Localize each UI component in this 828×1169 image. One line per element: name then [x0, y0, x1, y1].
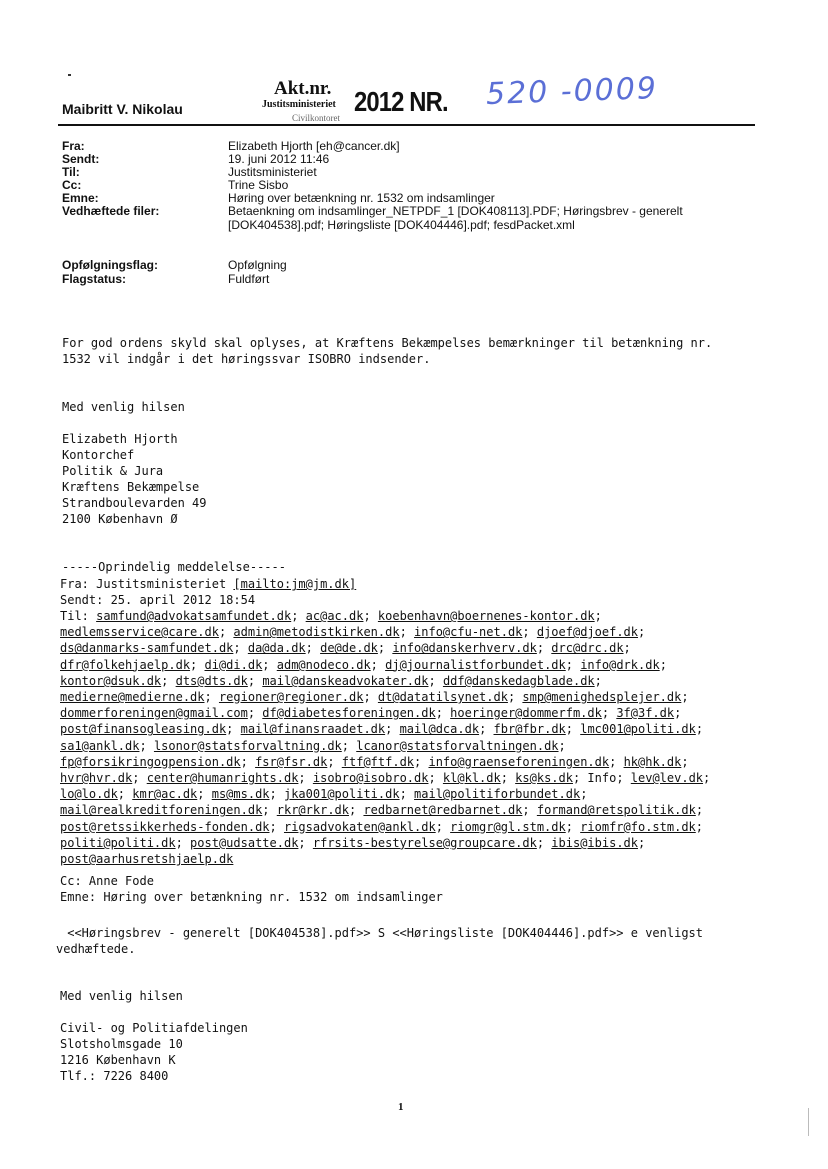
- separator: ;: [132, 771, 147, 785]
- meta-key: Flagstatus:: [62, 272, 127, 286]
- signature-line: Kræftens Bekæmpelse: [62, 480, 200, 494]
- recipient-email[interactable]: kl@kl.dk: [442, 771, 501, 785]
- recipient-line: [60, 624, 645, 640]
- recipient-line: [60, 608, 602, 624]
- separator: ;: [500, 771, 516, 785]
- separator: ;: [594, 609, 602, 623]
- recipient-email[interactable]: hk@hk.dk: [623, 754, 682, 769]
- separator: ;: [536, 835, 552, 850]
- meta-key: Emne:: [62, 191, 99, 205]
- separator: ;: [638, 835, 646, 850]
- intro-line-1: For god ordens skyld skal oplyses, at Kræftens Bekæmpelses bemærkninger til betænkning nr.: [62, 336, 713, 350]
- separator: ;: [399, 625, 415, 640]
- recipient-line: [60, 851, 233, 867]
- separator: ;: [695, 819, 704, 834]
- separator: ;: [377, 641, 393, 656]
- separator: ;: [226, 722, 241, 737]
- recipient-email[interactable]: samfund@advokatsamfundet.dk: [96, 609, 292, 623]
- meta-value: Justitsministeriet: [228, 165, 317, 179]
- separator: ;: [363, 609, 378, 623]
- signature-line: Politik & Jura: [62, 464, 164, 478]
- separator: ;: [479, 722, 494, 737]
- recipient-line: [60, 786, 587, 802]
- recipient-email[interactable]: formand@retspolitik.dk: [536, 803, 696, 818]
- sender-name: Maibritt V. Nikolau: [62, 101, 183, 117]
- scan-speck: [68, 74, 71, 76]
- recipient-line: [60, 721, 703, 737]
- separator: ;: [349, 803, 364, 818]
- recipient-email[interactable]: info@cfu-net.dk: [414, 625, 523, 640]
- separator: ;: [601, 706, 617, 721]
- recipient-email[interactable]: lcanor@statsforvaltningen.dk: [356, 738, 559, 753]
- recipient-line: [60, 819, 703, 835]
- recipient-email[interactable]: ftf@ftf.dk: [341, 754, 415, 769]
- recipient-email[interactable]: ds@danmarks-samfundet.dk: [60, 641, 234, 656]
- meta-value: 19. juni 2012 11:46: [228, 152, 330, 166]
- separator: ;: [594, 673, 602, 688]
- separator: ;: [536, 641, 552, 656]
- recipient-email[interactable]: ac@ac.dk: [305, 609, 364, 623]
- recipient-email[interactable]: lsonor@statsforvaltning.dk: [153, 738, 342, 753]
- meta-key: Til:: [62, 165, 80, 179]
- recipient-line: [60, 689, 689, 705]
- separator: ;: [190, 657, 205, 672]
- separator: ;: [565, 722, 581, 737]
- separator: ;: [269, 787, 284, 802]
- recipient-email[interactable]: post@retssikkerheds-fonden.dk: [60, 819, 270, 834]
- separator: ;: [565, 819, 581, 834]
- recipient-email[interactable]: post@finansogleasing.dk: [60, 722, 227, 737]
- recipient-email[interactable]: sa1@ankl.dk: [60, 738, 140, 753]
- recipient-email[interactable]: info@graenseforeningen.dk: [428, 754, 610, 769]
- recipient-email[interactable]: fbr@fbr.dk: [493, 722, 566, 737]
- separator: ;: [305, 641, 321, 656]
- separator: ;: [414, 754, 429, 769]
- separator: ;: [139, 738, 154, 753]
- separator: ;: [341, 738, 357, 753]
- recipient-email[interactable]: df@diabetesforeningen.dk: [262, 706, 436, 721]
- recipient-email[interactable]: politi@politi.dk: [60, 835, 176, 850]
- recipient-email[interactable]: admin@metodistkirken.dk: [233, 625, 400, 640]
- recipient-email[interactable]: mail@danskeadvokater.dk: [262, 673, 429, 688]
- separator: ;: [609, 754, 624, 769]
- separator: ;: [240, 754, 256, 769]
- recipient-email[interactable]: ms@ms.dk: [211, 787, 270, 802]
- recipient-email[interactable]: post@udsatte.dk: [190, 835, 299, 850]
- akt-ministry: Justitsministeriet: [262, 99, 336, 110]
- original-signature-line: Tlf.: 7226 8400: [60, 1069, 169, 1083]
- separator: ;: [247, 706, 263, 721]
- recipient-email[interactable]: koebenhavn@boernenes-kontor.dk: [377, 609, 595, 623]
- recipient-email[interactable]: jka001@politi.dk: [283, 787, 400, 802]
- separator: ;: [681, 690, 689, 704]
- recipient-email[interactable]: dt@datatilsynet.dk: [377, 690, 508, 704]
- separator: ;: [298, 835, 313, 850]
- recipient-email[interactable]: fp@forsikringogpension.dk: [60, 754, 241, 769]
- separator: ;: [616, 771, 631, 785]
- recipient-email[interactable]: drc@drc.dk: [551, 641, 624, 656]
- separator: ;: [117, 787, 133, 802]
- signature-line: 2100 København Ø: [62, 512, 178, 526]
- original-sent: Sendt: 25. april 2012 18:54: [60, 593, 256, 607]
- recipient-email[interactable]: hvr@hvr.dk: [60, 771, 133, 785]
- header-rule: [58, 124, 755, 126]
- akt-label: Akt.nr.: [274, 78, 332, 99]
- separator: ;: [291, 609, 306, 623]
- separator: ;: [428, 771, 443, 785]
- meta-key: Sendt:: [62, 152, 100, 166]
- recipient-email[interactable]: kontor@dsuk.dk: [60, 673, 162, 688]
- recipient-email[interactable]: mail@finansraadet.dk: [240, 722, 386, 737]
- original-separator: -----Oprindelig meddelelse-----: [62, 560, 286, 574]
- separator: ;: [197, 787, 212, 802]
- separator: ;: [623, 641, 631, 656]
- separator: ;: [262, 803, 277, 818]
- original-signature-line: Civil- og Politiafdelingen: [60, 1021, 248, 1035]
- akt-sub-office: Civilkontoret: [292, 113, 340, 123]
- separator: ;: [247, 673, 263, 688]
- separator: ;: [298, 771, 313, 785]
- separator: ;: [204, 690, 219, 704]
- recipient-email[interactable]: regioner@regioner.dk: [218, 690, 364, 704]
- recipient-email[interactable]: rkr@rkr.dk: [276, 803, 349, 818]
- separator: ;: [522, 625, 537, 640]
- recipient-email[interactable]: mail@dca.dk: [399, 722, 480, 737]
- recipient-email[interactable]: rfrsits-bestyrelse@groupcare.dk: [312, 835, 537, 850]
- handwritten-number: 520 -0009: [485, 71, 659, 112]
- recipient-name: Info: [587, 771, 617, 785]
- meta-value: Fuldført: [228, 272, 270, 286]
- recipient-email[interactable]: dommerforeningen@gmail.com: [60, 706, 248, 721]
- recipient-email[interactable]: ks@ks.dk: [515, 771, 573, 785]
- meta-key: Opfølgningsflag:: [62, 258, 158, 272]
- separator: ;: [218, 625, 234, 640]
- separator: ;: [327, 754, 342, 769]
- original-subject: Emne: Høring over betænkning nr. 1532 om indsamlinger: [60, 890, 443, 904]
- recipient-email[interactable]: djoef@djoef.dk: [536, 625, 639, 640]
- separator: ;: [363, 690, 378, 704]
- original-from: [60, 576, 356, 592]
- recipient-email[interactable]: riomfr@fo.stm.dk: [580, 819, 696, 834]
- separator: ;: [385, 722, 400, 737]
- recipient-line: [60, 673, 602, 689]
- separator: ;: [161, 673, 176, 688]
- recipient-email[interactable]: 3f@3f.dk: [616, 706, 675, 721]
- separator: ;: [399, 787, 415, 802]
- separator: ;: [435, 706, 451, 721]
- recipient-email[interactable]: smp@menighedsplejer.dk: [522, 690, 682, 704]
- recipient-email[interactable]: medierne@medierne.dk: [60, 690, 205, 704]
- separator: ;: [558, 738, 566, 753]
- separator: ;: [638, 625, 646, 640]
- attachment-line-2: vedhæftede.: [56, 942, 136, 956]
- recipient-email[interactable]: post@aarhusretshjaelp.dk: [60, 852, 234, 866]
- recipient-email[interactable]: mail@realkreditforeningen.dk: [60, 803, 263, 818]
- signature-line: Elizabeth Hjorth: [62, 432, 178, 446]
- separator: ;: [428, 673, 443, 688]
- original-from-link[interactable]: [mailto:jm@jm.dk]: [233, 577, 357, 591]
- meta-value: Opfølgning: [228, 258, 287, 272]
- meta-value: Elizabeth Hjorth [eh@cancer.dk]: [228, 139, 400, 153]
- recipient-line: [60, 738, 566, 754]
- recipient-email[interactable]: info@danskerhverv.dk: [392, 641, 537, 656]
- separator: ;: [565, 657, 581, 672]
- separator: ;: [695, 722, 704, 737]
- meta-value: Trine Sisbo: [228, 178, 289, 192]
- separator: ;: [175, 835, 191, 850]
- meta-key: Fra:: [62, 139, 85, 153]
- scan-edge-mark: [808, 1108, 809, 1136]
- original-from-label: Fra: Justitsministeriet: [60, 577, 234, 591]
- recipient-email[interactable]: hoeringer@dommerfm.dk: [450, 706, 602, 721]
- recipient-email[interactable]: dts@dts.dk: [175, 673, 248, 688]
- recipient-line: [60, 705, 681, 721]
- recipient-email[interactable]: ibis@ibis.dk: [551, 835, 638, 850]
- original-to-label: Til:: [60, 609, 97, 623]
- recipient-email[interactable]: ddf@danskedagblade.dk: [442, 673, 595, 688]
- separator: ;: [435, 819, 451, 834]
- meta-key: Vedhæftede filer:: [62, 204, 160, 218]
- original-signature-line: Slotsholmsgade 10: [60, 1037, 183, 1051]
- stamp-number: 2012 NR.: [354, 86, 448, 117]
- signature-line: Strandboulevarden 49: [62, 496, 207, 510]
- recipient-email[interactable]: lmc001@politi.dk: [580, 722, 696, 737]
- recipient-line: [60, 802, 703, 818]
- separator: ;: [580, 787, 588, 802]
- recipient-email[interactable]: isobro@isobro.dk: [312, 771, 429, 785]
- recipient-line: [60, 835, 645, 851]
- recipient-email[interactable]: info@drk.dk: [580, 657, 660, 672]
- separator: ;: [681, 754, 689, 769]
- attachment-line-1: <<Høringsbrev - generelt [DOK404538].pdf>> S <<Høringsliste [DOK404446].pdf>> e venligst: [60, 926, 703, 940]
- separator: ;: [370, 657, 386, 672]
- recipient-email[interactable]: kmr@ac.dk: [132, 787, 198, 802]
- recipient-line: [60, 770, 710, 786]
- original-greeting: Med venlig hilsen: [60, 989, 183, 1003]
- recipient-email[interactable]: center@humanrights.dk: [146, 771, 299, 785]
- recipient-line: [60, 657, 667, 673]
- separator: ;: [522, 803, 537, 818]
- recipient-email[interactable]: redbarnet@redbarnet.dk: [363, 803, 523, 818]
- greeting: Med venlig hilsen: [62, 400, 185, 414]
- recipient-email[interactable]: medlemsservice@care.dk: [60, 625, 219, 640]
- separator: ;: [262, 657, 277, 672]
- signature-line: Kontorchef: [62, 448, 135, 462]
- separator: ;: [269, 819, 284, 834]
- recipient-email[interactable]: riomgr@gl.stm.dk: [450, 819, 566, 834]
- recipient-email[interactable]: di@di.dk: [204, 657, 263, 672]
- recipient-email[interactable]: dj@journalistforbundet.dk: [385, 657, 566, 672]
- original-cc: Cc: Anne Fode: [60, 874, 154, 888]
- separator: ;: [703, 771, 711, 785]
- separator: ;: [695, 803, 704, 818]
- recipient-email[interactable]: da@da.dk: [247, 641, 306, 656]
- separator: ;: [507, 690, 523, 704]
- meta-value: Betaenkning om indsamlinger_NETPDF_1 [DOK408113].PDF; Høringsbrev - generelt [DOK404538].pdf; Høringsliste [DOK404446].pdf; fesdPacket.xml: [228, 204, 683, 232]
- separator: ;: [674, 706, 682, 721]
- page-number: 1: [398, 1101, 404, 1113]
- separator: ;: [659, 657, 667, 672]
- recipient-email[interactable]: rigsadvokaten@ankl.dk: [283, 819, 436, 834]
- recipient-email[interactable]: mail@politiforbundet.dk: [414, 787, 581, 802]
- separator: ;: [233, 641, 248, 656]
- recipient-email[interactable]: de@de.dk: [320, 641, 378, 656]
- separator: ;: [572, 771, 588, 785]
- intro-line-2: 1532 vil indgår i det høringssvar ISOBRO indsender.: [62, 352, 431, 366]
- recipient-email[interactable]: lev@lev.dk: [630, 771, 704, 785]
- recipient-email[interactable]: lo@lo.dk: [60, 787, 118, 802]
- meta-key: Cc:: [62, 178, 82, 192]
- recipient-line: [60, 754, 689, 770]
- original-signature-line: 1216 København K: [60, 1053, 176, 1067]
- recipient-line: [60, 640, 631, 656]
- recipient-email[interactable]: adm@nodeco.dk: [276, 657, 371, 672]
- meta-value: Høring over betænkning nr. 1532 om indsamlinger: [228, 191, 495, 205]
- recipient-email[interactable]: fsr@fsr.dk: [255, 754, 328, 769]
- recipient-email[interactable]: dfr@folkehjaelp.dk: [60, 657, 191, 672]
